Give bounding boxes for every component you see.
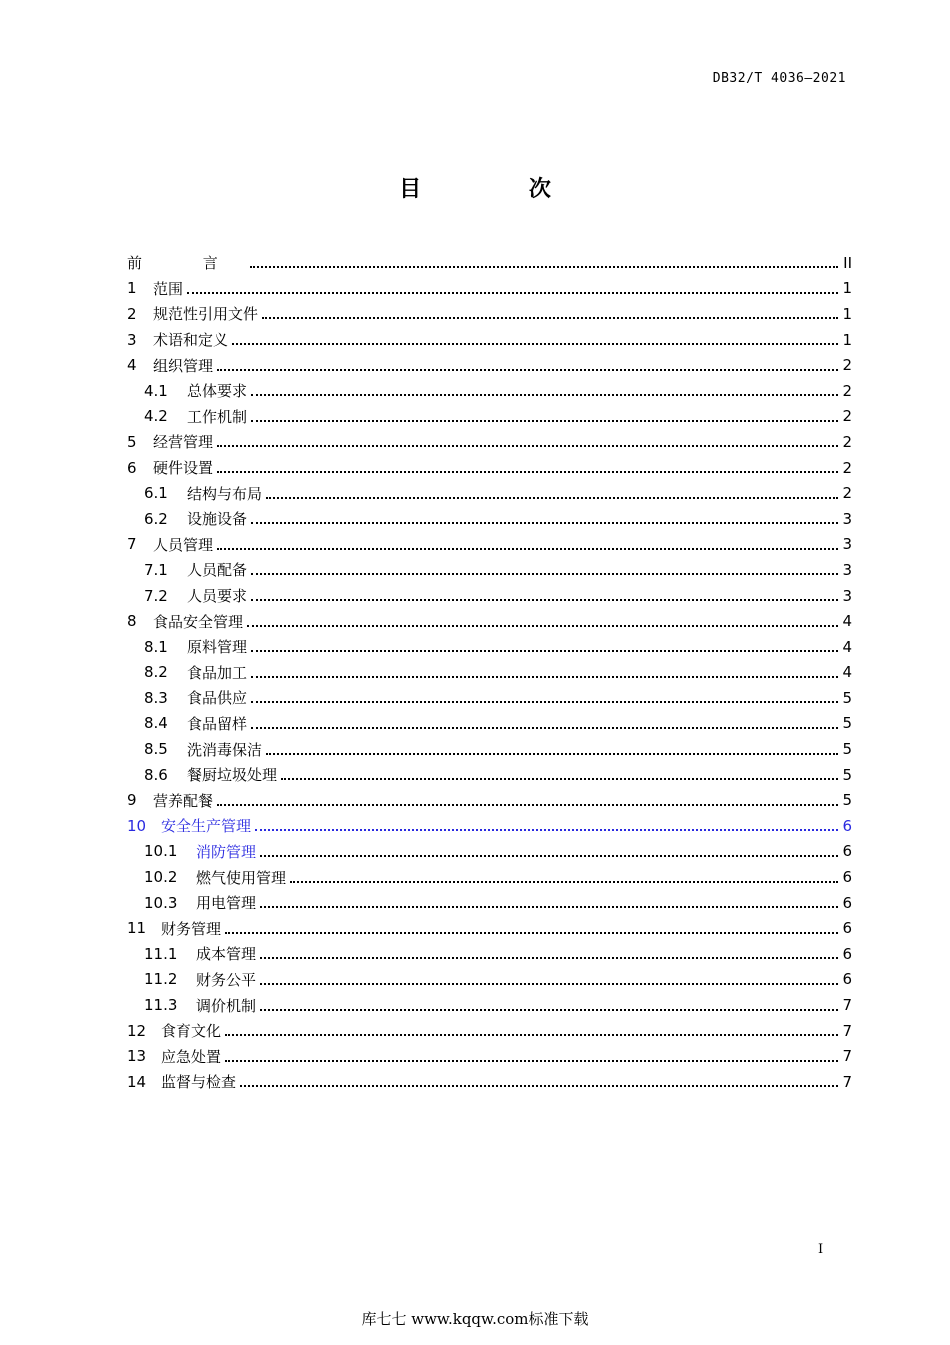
toc-entry-title: 应急处置 — [161, 1047, 222, 1066]
toc-entry-number: 8.2 — [144, 663, 168, 682]
toc-entry-page: II — [843, 253, 852, 272]
toc-entry[interactable] — [127, 967, 852, 993]
toc-entry[interactable] — [127, 1069, 852, 1095]
toc-entry-number: 14 — [127, 1072, 147, 1091]
toc-entry-page: 2 — [842, 356, 852, 375]
toc-entry-page: 6 — [842, 842, 852, 861]
toc-entry-number: 8.5 — [144, 740, 168, 759]
toc-entry[interactable] — [127, 404, 852, 430]
toc-entry-title: 餐厨垃圾处理 — [187, 766, 278, 785]
toc-entry[interactable] — [127, 787, 852, 813]
toc-entry-page: 5 — [842, 765, 852, 784]
toc-entry-page: 3 — [842, 560, 852, 579]
toc-entry[interactable] — [127, 583, 852, 609]
toc-entry-title: 食品留样 — [187, 714, 248, 733]
toc-dot-leader — [260, 1008, 838, 1011]
toc-entry-page: 3 — [842, 535, 852, 554]
toc-dot-leader — [251, 649, 838, 652]
toc-entry-title: 工作机制 — [187, 407, 248, 426]
toc-entry-page: 6 — [842, 816, 852, 835]
toc-entry-page: 6 — [842, 944, 852, 963]
toc-entry-number: 8.1 — [144, 637, 168, 656]
toc-entry[interactable] — [127, 455, 852, 481]
toc-entry-number: 8.4 — [144, 714, 168, 733]
toc-entry[interactable] — [127, 327, 852, 353]
toc-entry-number: 4 — [127, 356, 137, 375]
toc-dot-leader — [225, 1033, 838, 1036]
toc-entry[interactable] — [127, 608, 852, 634]
toc-entry[interactable] — [127, 532, 852, 558]
toc-entry[interactable] — [127, 276, 852, 302]
toc-entry[interactable] — [127, 1043, 852, 1069]
toc-dot-leader — [251, 700, 838, 703]
toc-entry-number: 13 — [127, 1047, 147, 1066]
toc-entry[interactable] — [127, 890, 852, 916]
toc-entry-number: 7.1 — [144, 560, 168, 579]
toc-entry[interactable] — [127, 1018, 852, 1044]
toc-entry-page: 7 — [842, 1021, 852, 1040]
toc-dot-leader — [266, 496, 838, 499]
toc-dot-leader — [217, 547, 838, 550]
toc-entry-number: 10.2 — [144, 868, 178, 887]
toc-entry-page: 2 — [842, 381, 852, 400]
toc-dot-leader — [251, 419, 838, 422]
toc-entry-title: 总体要求 — [187, 382, 248, 401]
toc-dot-leader — [266, 752, 838, 755]
toc-entry-page: 6 — [842, 893, 852, 912]
toc-entry-title: 食品安全管理 — [153, 612, 244, 631]
toc-dot-leader — [217, 803, 838, 806]
toc-dot-leader — [217, 470, 838, 473]
toc-entry[interactable] — [127, 660, 852, 686]
toc-entry-page: 1 — [842, 330, 852, 349]
toc-entry-title: 财务管理 — [161, 919, 222, 938]
toc-entry-title: 洗消毒保洁 — [187, 740, 263, 759]
toc-entry[interactable] — [127, 864, 852, 890]
toc-entry-page: 6 — [842, 970, 852, 989]
toc-entry-number: 7 — [127, 535, 137, 554]
toc-entry-page: 5 — [842, 714, 852, 733]
toc-entry-title: 人员要求 — [187, 587, 248, 606]
toc-dot-leader — [290, 880, 838, 883]
toc-entry-title: 设施设备 — [187, 510, 248, 529]
toc-entry-title: 消防管理 — [196, 842, 257, 861]
toc-entry-page: 1 — [842, 304, 852, 323]
toc-entry-page: 1 — [842, 279, 852, 298]
toc-entry-title: 人员管理 — [153, 535, 214, 554]
toc-entry[interactable] — [127, 506, 852, 532]
toc-dot-leader — [232, 342, 838, 345]
toc-entry-number: 10 — [127, 816, 147, 835]
toc-dot-leader — [260, 982, 838, 985]
toc-dot-leader — [251, 393, 838, 396]
toc-entry-number: 11.1 — [144, 944, 178, 963]
toc-dot-leader — [225, 1059, 838, 1062]
toc-entry-title: 经营管理 — [153, 433, 214, 452]
toc-entry-page: 6 — [842, 868, 852, 887]
toc-entry-number: 2 — [127, 304, 137, 323]
toc-entry-title: 成本管理 — [196, 945, 257, 964]
toc-entry-title: 结构与布局 — [187, 484, 263, 503]
toc-entry[interactable] — [127, 378, 852, 404]
toc-entry-title: 食品供应 — [187, 689, 248, 708]
toc-entry[interactable] — [127, 941, 852, 967]
toc-entry-title: 范围 — [153, 279, 184, 298]
page-title: 目 次 — [399, 177, 601, 202]
toc-entry-page: 7 — [842, 1047, 852, 1066]
toc-entry-title: 术语和定义 — [153, 331, 229, 350]
page-number: I — [818, 1242, 824, 1257]
footer-watermark: 库七七 www.kqqw.com标准下载 — [361, 1310, 589, 1328]
toc-entry-number: 6.2 — [144, 509, 168, 528]
toc-entry-number: 6 — [127, 458, 137, 477]
toc-entry-number: 10.3 — [144, 893, 178, 912]
toc-dot-leader — [251, 598, 838, 601]
toc-entry-page: 7 — [842, 996, 852, 1015]
toc-entry-number: 8.3 — [144, 688, 168, 707]
toc-entry-page: 6 — [842, 919, 852, 938]
toc-entry-number: 11.3 — [144, 996, 178, 1015]
toc-entry[interactable] — [127, 839, 852, 865]
toc-entry-title: 燃气使用管理 — [196, 868, 287, 887]
toc-entry-title: 调价机制 — [196, 996, 257, 1015]
toc-entry[interactable] — [127, 762, 852, 788]
toc-dot-leader — [260, 956, 838, 959]
toc-dot-leader — [225, 931, 838, 934]
toc-entry-page: 2 — [842, 432, 852, 451]
toc-entry[interactable] — [127, 711, 852, 737]
toc-dot-leader — [255, 828, 838, 831]
toc-entry[interactable] — [127, 301, 852, 327]
toc-entry[interactable] — [127, 685, 852, 711]
toc-entry-number: 6.1 — [144, 484, 168, 503]
toc-entry-number: 3 — [127, 330, 137, 349]
toc-dot-leader — [281, 777, 838, 780]
toc-dot-leader — [187, 291, 838, 294]
toc-entry-page: 5 — [842, 740, 852, 759]
toc-entry-number: 4.1 — [144, 381, 168, 400]
table-of-contents — [127, 250, 852, 1095]
toc-entry-title: 规范性引用文件 — [153, 305, 259, 324]
toc-entry-number: 12 — [127, 1021, 147, 1040]
toc-dot-leader — [250, 265, 838, 268]
toc-entry-page: 4 — [842, 637, 852, 656]
toc-entry[interactable] — [127, 557, 852, 583]
toc-entry-number: 5 — [127, 432, 137, 451]
toc-entry-page: 4 — [842, 612, 852, 631]
toc-entry-number: 9 — [127, 791, 137, 810]
toc-entry-title: 前 言 — [127, 254, 246, 273]
toc-entry-title: 组织管理 — [153, 356, 214, 375]
toc-entry-title: 用电管理 — [196, 894, 257, 913]
toc-entry-title: 营养配餐 — [153, 791, 214, 810]
toc-dot-leader — [251, 675, 838, 678]
toc-dot-leader — [251, 726, 838, 729]
toc-dot-leader — [247, 624, 838, 627]
toc-entry[interactable] — [127, 736, 852, 762]
document-code: DB32/T 4036—2021 — [712, 71, 846, 86]
toc-entry[interactable] — [127, 915, 852, 941]
toc-dot-leader — [260, 854, 838, 857]
toc-entry[interactable] — [127, 992, 852, 1018]
toc-entry-number: 11.2 — [144, 970, 178, 989]
toc-entry-number: 1 — [127, 279, 137, 298]
toc-entry-title: 安全生产管理 — [161, 817, 252, 836]
toc-entry-page: 3 — [842, 509, 852, 528]
toc-entry-title: 人员配备 — [187, 561, 248, 580]
toc-dot-leader — [251, 572, 838, 575]
toc-entry-number: 8.6 — [144, 765, 168, 784]
toc-entry[interactable] — [127, 480, 852, 506]
toc-dot-leader — [251, 521, 838, 524]
toc-entry[interactable] — [127, 250, 852, 276]
toc-entry-title: 监督与检查 — [161, 1073, 237, 1092]
toc-entry[interactable] — [127, 352, 852, 378]
toc-dot-leader — [240, 1084, 838, 1087]
toc-entry-title: 食品加工 — [187, 663, 248, 682]
toc-entry-title: 硬件设置 — [153, 459, 214, 478]
toc-entry-page: 7 — [842, 1072, 852, 1091]
toc-entry-page: 5 — [842, 688, 852, 707]
toc-entry-page: 3 — [842, 586, 852, 605]
toc-entry[interactable] — [127, 813, 852, 839]
toc-entry-page: 5 — [842, 791, 852, 810]
toc-entry[interactable] — [127, 634, 852, 660]
toc-entry-number: 8 — [127, 612, 137, 631]
toc-entry-page: 2 — [842, 484, 852, 503]
toc-entry-number: 11 — [127, 919, 147, 938]
toc-dot-leader — [217, 444, 838, 447]
toc-dot-leader — [262, 316, 838, 319]
toc-entry-number: 10.1 — [144, 842, 178, 861]
toc-entry-page: 2 — [842, 407, 852, 426]
toc-dot-leader — [217, 368, 838, 371]
toc-entry-page: 4 — [842, 663, 852, 682]
toc-entry-title: 财务公平 — [196, 970, 257, 989]
toc-entry-title: 原料管理 — [187, 638, 248, 657]
toc-entry-title: 食育文化 — [161, 1022, 222, 1041]
toc-entry-number: 7.2 — [144, 586, 168, 605]
toc-entry-number: 4.2 — [144, 407, 168, 426]
toc-dot-leader — [260, 905, 838, 908]
toc-entry[interactable] — [127, 429, 852, 455]
toc-entry-page: 2 — [842, 458, 852, 477]
